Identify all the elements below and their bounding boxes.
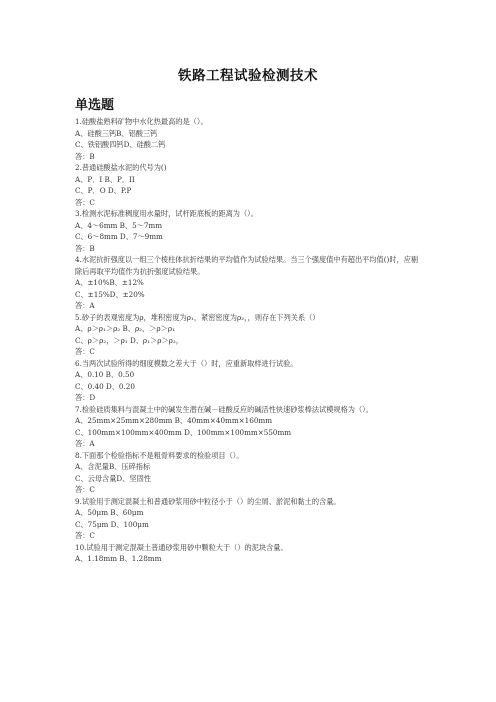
answer-line: 答：B [75,151,95,161]
answer-line: 答：C [75,485,95,494]
question-list [75,116,425,565]
text-line: A、含泥量B、压碎指标 [75,462,151,471]
text-line: 9.试验用于测定混凝土和普通砂浆用砂中粒径小于（）的尘屑、淤泥和黏土的含量。 [75,496,341,506]
text-line: A、4～6mm B、5～7mm [75,220,163,230]
text-line: 4.水泥抗折强度以一组三个棱柱体抗折结果的平均值作为试验结果。当三个强度值中有超出平均值()时，应剔除后再取平均值作为抗折强度试验结果。 [75,255,419,276]
text-line: 10.试验用于测定混凝土普通砂浆用砂中颗粒大于（）的泥块含量。 [75,542,288,552]
text-line: C、0.40 D、0.20 [75,381,135,391]
text-line: 6.当两次试验所得的细度模数之差大于（）时，应重新取样进行试验。 [75,358,298,368]
text-line: A、0.10 B、0.50 [75,370,135,379]
text-line: C、云母含量D、坚固性 [75,473,151,483]
text-line: A、25mm×25mm×280mm B、40mm×40mm×160mm [75,416,273,425]
text-line: A、P．I B、P．II [75,174,135,184]
text-line: 2.普通硅酸盐水泥的代号为() [75,163,167,172]
answer-line: 答：C [75,531,95,540]
text-line: 3.检测水泥标准稠度用水量时，试杆距底板的距离为（）。 [75,209,258,218]
text-line: C、±15%D、±20% [75,289,145,299]
text-line: A、硅酸三钙B、铝酸三钙 [75,128,158,138]
answer-line: 答：C [75,347,95,356]
text-line: C、P．O D、P.P [75,186,132,195]
text-line: A、ρ＞ρ₁＞ρ₂ B、ρ₂，＞ρ＞ρ₁ [75,324,175,333]
text-line: A、50μm B、60μm [75,508,144,517]
text-line: C、ρ＞ρ₂，＞ρ₁ D、ρ₁＞ρ＞ρ₂， [75,335,183,345]
text-line: C、75μm D、100μm [75,519,149,529]
answer-line: 答：D [75,393,96,402]
answer-line: 答：A [75,439,95,448]
text-line: 5.砂子的表观密度为ρ，堆积密度为ρ₁，紧密密度为ρ₂，，则存在下列关系（） [75,312,320,322]
text-line: A、1.18mm B、1.28mm [75,554,162,563]
text-line: C、铁铝酸四钙D、硅酸二钙 [75,140,166,149]
text-line: C、100mm×100mm×400mm D、100mm×100mm×550mm [75,427,292,437]
document-title: 铁路工程试验检测技术 [178,68,318,84]
text-line: 8.下面那个检验指标不是粗骨料要求的检验项目（）。 [75,450,244,460]
text-line: 1.硅酸盐熟料矿物中水化热最高的是（）。 [75,117,208,126]
text-line: A、±10%B、±12% [75,278,144,287]
answer-line: 答：B [75,243,95,253]
text-line: C、6～8mm D、7～9mm [75,232,163,241]
text-line: 7.检验硅质集料与混凝土中的碱发生潜在碱－硅酸反应的碱活性快速砂浆棒法试模规格为（）。 [75,404,373,414]
answer-line: 答：C [75,197,95,207]
section-heading: 单选题 [75,98,115,113]
answer-line: 答：A [75,301,95,310]
